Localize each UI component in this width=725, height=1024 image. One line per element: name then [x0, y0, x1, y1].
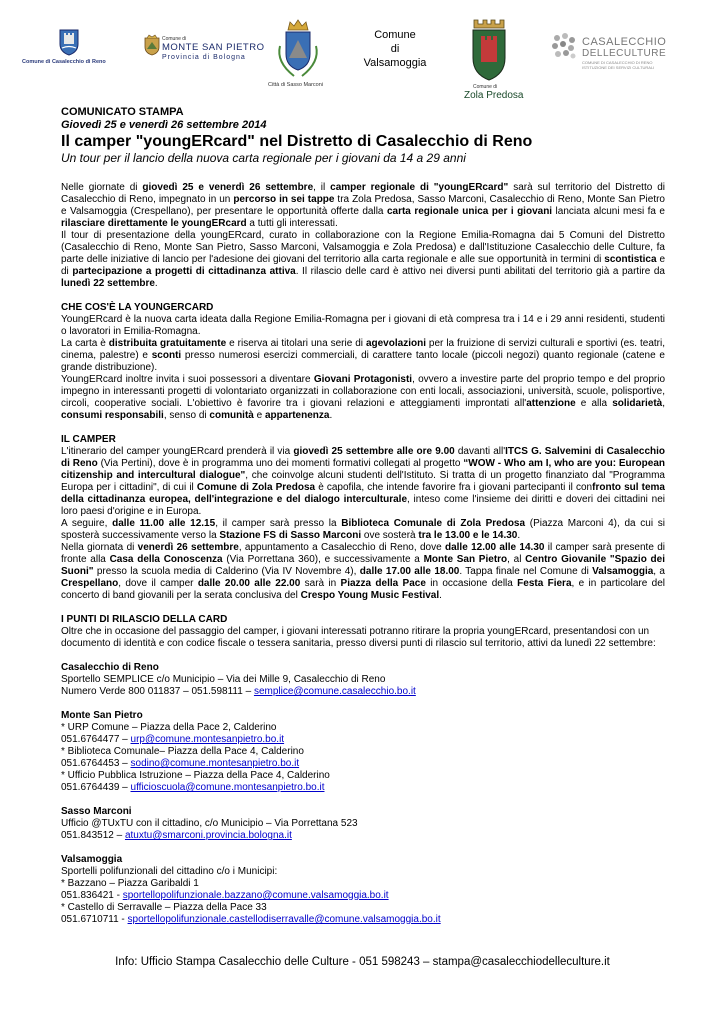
- email-link[interactable]: ufficioscuola@comune.montesanpietro.bo.it: [130, 782, 325, 793]
- intro-paragraph-1: Nelle giornate di giovedì 25 e venerdì 26 settembre, il camper regionale di "youngERcard" sarà sul territorio del Distretto di Casalecchio di Reno, impegnato in un percorso in sei tappe tra Zola Predosa, Sasso Marconi, Casalecchio di Reno, Monte San Pietro e Valsamoggia (Crespellano), per presentare le opportunità offerte dalla carta regionale unica per i giovani lanciata alcuni mesi fa e rilasciare direttamente le youngERcard a tutti gli interessati.: [61, 182, 665, 229]
- valsamoggia-line1: Comune: [374, 29, 416, 41]
- casalecchio-crest-icon: [58, 28, 80, 56]
- culture-logo-line3: COMUNE DI CASALECCHIO DI RENO: [582, 60, 653, 65]
- contact-line: 051.6764477 – urp@comune.montesanpietro.bo.it: [61, 734, 285, 745]
- footer-info: Info: Ufficio Stampa Casalecchio delle Culture - 051 598243 – stampa@casalecchiodelleculture.it: [115, 956, 610, 968]
- casalecchio-logo-text: Comune di Casalecchio di Reno: [22, 59, 106, 65]
- contact-line: * Ufficio Pubblica Istruzione – Piazza della Pace 4, Calderino: [61, 770, 330, 781]
- culture-logo-line1: CASALECCHIO: [582, 36, 667, 48]
- spacer: [61, 166, 665, 182]
- spacer: [61, 602, 665, 614]
- page-title: Il camper "youngERcard" nel Distretto di Casalecchio di Reno: [61, 133, 533, 150]
- contact-heading-monte-san-pietro: Monte San Pietro: [61, 710, 143, 721]
- logo-valsamoggia: [352, 28, 438, 70]
- page-subtitle: Un tour per il lancio della nuova carta regionale per i giovani da 14 a 29 anni: [61, 151, 466, 165]
- kicker: COMUNICATO STAMPA: [61, 106, 184, 118]
- youngercard-paragraph-1: YoungERcard è la nuova carta ideata dalla Regione Emilia-Romagna per i giovani di età compresa tra i 14 e i 29 anni residenti, studenti o lavoratori in Emilia-Romagna.: [61, 314, 665, 337]
- contact-heading-casalecchio: Casalecchio di Reno: [61, 662, 159, 673]
- camper-paragraph-3: Nella giornata di venerdì 26 settembre, appuntamento a Casalecchio di Reno, dove dalle 12.00 alle 14.30 il camper sarà presente di fronte alla Casa della Conoscenza (Via Porrettana 360), e successivamente a Monte San Pietro, al Centro Giovanile "Spazio dei Suoni" presso la scuola media di Calderino (Via IV Novembre 4), dalle 17.00 alle 18.00. Tappa finale nel Comune di Valsamoggia, a Crespellano, dove il camper dalle 20.00 alle 22.00 sarà in Piazza della Pace in occasione della Festa Fiera, e in particolare del concerto di band giovanili per la serata conclusiva del Crespo Young Music Festival.: [61, 542, 665, 601]
- logo-strip: [0, 0, 725, 100]
- email-link[interactable]: semplice@comune.casalecchio.bo.it: [253, 686, 416, 697]
- contact-line: Sportello SEMPLICE c/o Municipio – Via dei Mille 9, Casalecchio di Reno: [61, 674, 386, 685]
- release-date: Giovedì 25 e venerdì 26 settembre 2014: [61, 119, 267, 131]
- valsamoggia-line3: Valsamoggia: [363, 57, 427, 69]
- spacer: [61, 794, 665, 806]
- spacer: [61, 698, 665, 710]
- valsamoggia-line2: di: [390, 43, 400, 55]
- youngercard-paragraph-2: La carta è distribuita gratuitamente e riserva ai titolari una serie di agevolazioni per la fruizione di servizi culturali e sportivi (es. teatri, cinema, palestre) e sconti presso numerosi esercizi commerciali, di carattere tanto locale (piccoli negozi) quanto regionale (catene e grande distribuzione).: [61, 338, 665, 373]
- sasso-marconi-logo-text: Città di Sasso Marconi: [268, 82, 324, 88]
- youngercard-paragraph-3: YoungERcard inoltre invita i suoi possessori a diventare Giovani Protagonisti, ovvero a investire parte del proprio tempo e del proprio impegno in interessanti progetti di volontariato organizzati in collaborazione con enti locali, associazioni, università, scuole, polisportive, circoli, cooperative sociali. L'obiettivo è favorire tra i giovani relazioni e atteggiamenti improntati all'attenzione e alla solidarietà, consumi responsabili, senso di comunità e appartenenza.: [61, 374, 666, 421]
- punti-paragraph: Oltre che in occasione del passaggio del camper, i giovani interessati potranno ritirare la propria youngERcard, presentandosi con un documento di identità e con codice fiscale o tessera sanitaria, presso diversi punti di rilascio sul territorio, attivi da lunedì 22 settembre:: [61, 626, 656, 649]
- contact-line: * Castello di Serravalle – Piazza della Pace 33: [61, 902, 267, 913]
- contact-line: * URP Comune – Piazza della Pace 2, Calderino: [61, 722, 277, 733]
- contact-line: 051.6764439 – ufficioscuola@comune.montesanpietro.bo.it: [61, 782, 325, 793]
- contact-heading-sasso-marconi: Sasso Marconi: [61, 806, 132, 817]
- culture-logo-line4: ISTITUZIONE DEI SERVIZI CULTURALI: [582, 65, 655, 70]
- camper-paragraph-2: A seguire, dalle 11.00 alle 12.15, il camper sarà presso la Biblioteca Comunale di Zola Predosa (Piazza Marconi 4), da cui si sposterà successivamente verso la Stazione FS di Sasso Marconi ove sosterà tra le 13.00 e le 14.30.: [61, 518, 665, 541]
- spacer: [61, 422, 665, 434]
- monte-san-pietro-logo-line1: Comune di: [162, 36, 187, 42]
- contact-line: Numero Verde 800 011837 – 051.598111 – semplice@comune.casalecchio.bo.it: [61, 686, 416, 697]
- contact-line: 051.836421 - sportellopolifunzionale.bazzano@comune.valsamoggia.bo.it: [61, 890, 389, 901]
- contact-heading-valsamoggia: Valsamoggia: [61, 854, 123, 865]
- contact-line: Ufficio @TUxTU con il cittadino, c/o Municipio – Via Porrettana 523: [61, 818, 358, 829]
- spacer: [61, 842, 665, 854]
- spacer: [61, 290, 665, 302]
- sasso-marconi-crest-icon: [274, 16, 322, 80]
- contact-line: 051.843512 – atuxtu@smarconi.provincia.bologna.it: [61, 830, 292, 841]
- section-heading-youngercard: CHE COS'È LA YOUNGERCARD: [61, 302, 214, 313]
- press-release-body: [61, 106, 665, 926]
- zola-predosa-logo-line1: Comune di: [473, 84, 498, 90]
- email-link[interactable]: sportellopolifunzionale.castellodiserravalle@comune.valsamoggia.bo.it: [127, 914, 441, 925]
- monte-san-pietro-crest-icon: [144, 34, 160, 56]
- email-link[interactable]: urp@comune.montesanpietro.bo.it: [130, 734, 285, 745]
- email-link[interactable]: sportellopolifunzionale.bazzano@comune.valsamoggia.bo.it: [122, 890, 389, 901]
- zola-predosa-logo-line2: Zola Predosa: [464, 90, 524, 101]
- spacer: [61, 650, 665, 662]
- contact-line: 051.6764453 – sodino@comune.montesanpietro.bo.it: [61, 758, 300, 769]
- email-link[interactable]: atuxtu@smarconi.provincia.bologna.it: [124, 830, 292, 841]
- monte-san-pietro-logo-line3: Provincia di Bologna: [162, 54, 246, 61]
- email-link[interactable]: sodino@comune.montesanpietro.bo.it: [130, 758, 300, 769]
- camper-paragraph-1: L'itinerario del camper youngERcard prenderà il via giovedì 25 settembre alle ore 9.00 davanti all'ITCS G. Salvemini di Casalecchio di Reno (Via Pertini), dove è in programma uno dei momenti formativi collegati al progetto “WOW - Who am I, who are you: European citizenship and intercultural dialogue", che coinvolge alcuni studenti dell'Istituto. Si tratta di un progetto finanziato dal "Programma Europa per i cittadini", di cui il Comune di Zola Predosa è capofila, che intende favorire fra i giovani partecipanti il confronto sul tema della cittadinanza europea, dell'integrazione e del dialogo interculturale, inteso come l'insieme dei diritti e doveri dei cittadini nei loro paesi d'origine e in Europa.: [61, 446, 665, 517]
- culture-logo-line2: DELLECULTURE: [582, 48, 667, 59]
- contact-line: * Biblioteca Comunale– Piazza della Pace 4, Calderino: [61, 746, 304, 757]
- intro-paragraph-2: Il tour di presentazione della youngERcard, curato in collaborazione con la Regione Emilia-Romagna dai 5 Comuni del Distretto (Casalecchio di Reno, Monte San Pietro, Sasso Marconi, Valsamoggia e Zola Predosa) e dall'Istituzione Casalecchio delle Culture, fa parte delle iniziative di lancio per l'adesione dei giovani del territorio alla carta regionale e alle sue opportunità in termini di scontistica e di partecipazione a progetti di cittadinanza attiva. Il rilascio delle card è attivo nei diversi punti abilitati del territorio già a partire da lunedì 22 settembre.: [61, 230, 666, 289]
- section-heading-camper: IL CAMPER: [61, 434, 116, 445]
- culture-dots-icon: [550, 32, 578, 62]
- contact-line: 051.6710711 - sportellopolifunzionale.castellodiserravalle@comune.valsamoggia.bo.it: [61, 914, 441, 925]
- monte-san-pietro-logo-line2: MONTE SAN PIETRO: [162, 42, 265, 53]
- contact-line: * Bazzano – Piazza Garibaldi 1: [61, 878, 199, 889]
- zola-predosa-crest-icon: [468, 14, 510, 82]
- section-heading-punti: I PUNTI DI RILASCIO DELLA CARD: [61, 614, 228, 625]
- contact-line: Sportelli polifunzionali del cittadino c/o i Municipi:: [61, 866, 278, 877]
